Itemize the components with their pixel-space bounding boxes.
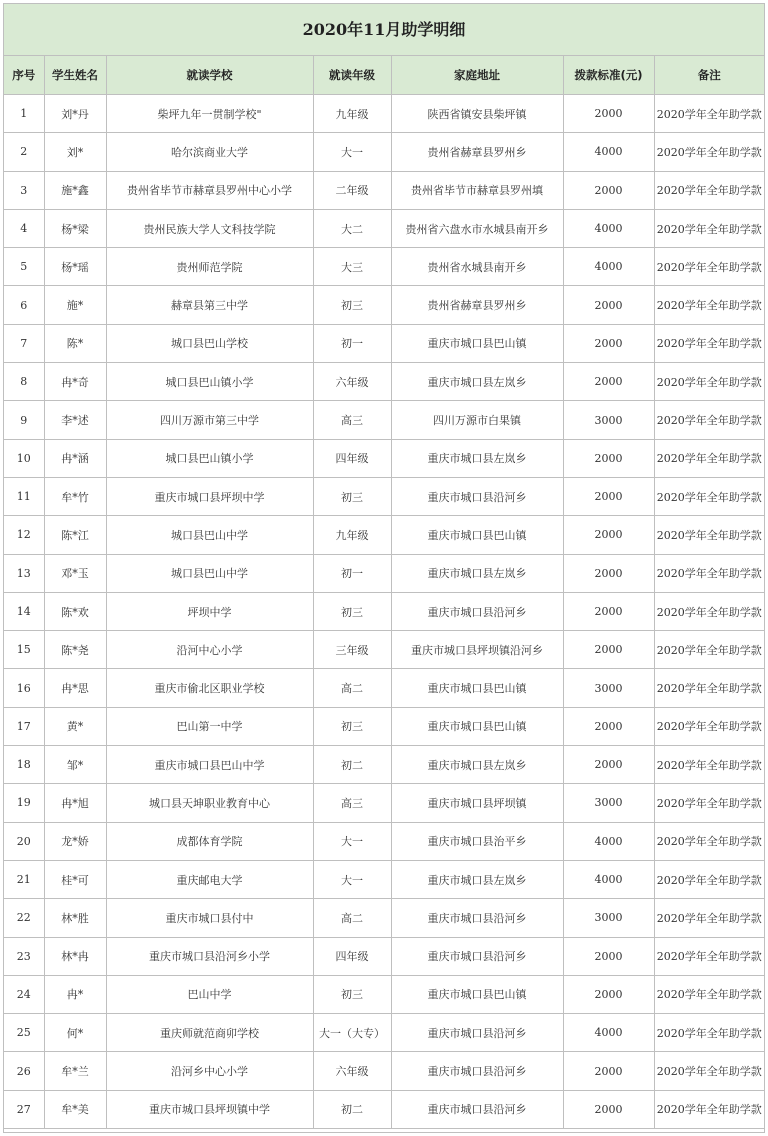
cell-amount: 2000 (563, 363, 654, 401)
table-row (4, 707, 764, 745)
cell-index: 21 (4, 860, 44, 898)
cell-grade: 大二 (313, 209, 391, 247)
cell-grade: 大一 (313, 822, 391, 860)
cell-index: 27 (4, 1090, 44, 1128)
cell-student-name: 冉*涵 (44, 439, 106, 477)
cell-amount: 3000 (563, 669, 654, 707)
table-row (4, 860, 764, 898)
cell-grade: 高二 (313, 899, 391, 937)
table-row (4, 209, 764, 247)
cell-index: 5 (4, 248, 44, 286)
cell-student-name: 龙*娇 (44, 822, 106, 860)
cell-student-name: 陈* (44, 324, 106, 362)
cell-amount: 3000 (563, 401, 654, 439)
cell-student-name: 牟*兰 (44, 1052, 106, 1090)
cell-school: 重庆市偷北区职业学校 (106, 669, 313, 707)
cell-student-name: 刘* (44, 133, 106, 171)
cell-remarks: 2020学年全年助学款 (654, 286, 764, 324)
cell-grade: 四年级 (313, 439, 391, 477)
cell-remarks: 2020学年全年助学款 (654, 669, 764, 707)
cell-grade: 六年级 (313, 363, 391, 401)
cell-home-address: 贵州省水城县南开乡 (391, 248, 563, 286)
cell-home-address: 四川万源市白果镇 (391, 401, 563, 439)
cell-remarks: 2020学年全年助学款 (654, 822, 764, 860)
cell-index: 18 (4, 746, 44, 784)
cell-student-name: 陈*欢 (44, 592, 106, 630)
table-row (4, 1014, 764, 1052)
cell-student-name: 邓*玉 (44, 554, 106, 592)
cell-index: 17 (4, 707, 44, 745)
cell-student-name: 冉*旭 (44, 784, 106, 822)
cell-home-address: 重庆市城口县治平乡 (391, 822, 563, 860)
table-header-row (4, 56, 764, 95)
cell-amount: 2000 (563, 439, 654, 477)
cell-amount: 2000 (563, 286, 654, 324)
cell-index: 1 (4, 95, 44, 133)
cell-amount: 2000 (563, 937, 654, 975)
cell-home-address: 重庆市城口县沿河乡 (391, 1090, 563, 1128)
cell-student-name: 施*鑫 (44, 171, 106, 209)
table-row (4, 324, 764, 362)
cell-school: 城口县巴山中学 (106, 554, 313, 592)
cell-index: 10 (4, 439, 44, 477)
cell-grade: 九年级 (313, 516, 391, 554)
cell-amount: 2000 (563, 477, 654, 515)
table-row (4, 937, 764, 975)
cell-home-address: 重庆市城口县左岚乡 (391, 439, 563, 477)
cell-remarks: 2020学年全年助学款 (654, 860, 764, 898)
cell-grade: 初三 (313, 286, 391, 324)
cell-amount: 3000 (563, 784, 654, 822)
cell-home-address: 重庆市城口县巴山镇 (391, 669, 563, 707)
cell-index: 15 (4, 631, 44, 669)
cell-student-name: 牟*竹 (44, 477, 106, 515)
cell-grade: 初三 (313, 477, 391, 515)
cell-school: 柴坪九年一贯制学校" (106, 95, 313, 133)
cell-grade: 二年级 (313, 171, 391, 209)
cell-amount: 2000 (563, 707, 654, 745)
cell-index: 4 (4, 209, 44, 247)
cell-grade: 六年级 (313, 1052, 391, 1090)
cell-grade: 初二 (313, 746, 391, 784)
cell-home-address: 陕西省镇安县柴坪镇 (391, 95, 563, 133)
cell-school: 四川万源市第三中学 (106, 401, 313, 439)
cell-amount: 2000 (563, 171, 654, 209)
column-header-amount: 拨款标准(元) (563, 56, 654, 95)
cell-home-address: 重庆市城口县巴山镇 (391, 707, 563, 745)
cell-grade: 初一 (313, 554, 391, 592)
table-row (4, 286, 764, 324)
cell-home-address: 贵州省赫章县罗州乡 (391, 286, 563, 324)
cell-remarks: 2020学年全年助学款 (654, 516, 764, 554)
aid-details-table (4, 56, 764, 1129)
column-header-home-address: 家庭地址 (391, 56, 563, 95)
cell-grade: 大一（大专） (313, 1014, 391, 1052)
cell-school: 沿河中心小学 (106, 631, 313, 669)
cell-grade: 初三 (313, 592, 391, 630)
cell-remarks: 2020学年全年助学款 (654, 171, 764, 209)
cell-school: 重庆师就范商卯学校 (106, 1014, 313, 1052)
cell-student-name: 邹* (44, 746, 106, 784)
cell-index: 6 (4, 286, 44, 324)
cell-remarks: 2020学年全年助学款 (654, 554, 764, 592)
cell-home-address: 重庆市城口县沿河乡 (391, 477, 563, 515)
cell-remarks: 2020学年全年助学款 (654, 401, 764, 439)
cell-remarks: 2020学年全年助学款 (654, 631, 764, 669)
cell-index: 13 (4, 554, 44, 592)
cell-amount: 4000 (563, 860, 654, 898)
cell-index: 23 (4, 937, 44, 975)
cell-index: 11 (4, 477, 44, 515)
cell-school: 贵州省毕节市赫章县罗州中心小学 (106, 171, 313, 209)
cell-remarks: 2020学年全年助学款 (654, 937, 764, 975)
cell-grade: 高三 (313, 784, 391, 822)
cell-home-address: 贵州省六盘水市水城县南开乡 (391, 209, 563, 247)
cell-school: 重庆市城口县坪坝镇中学 (106, 1090, 313, 1128)
cell-amount: 4000 (563, 133, 654, 171)
cell-index: 12 (4, 516, 44, 554)
cell-home-address: 贵州省赫章县罗州乡 (391, 133, 563, 171)
cell-grade: 初二 (313, 1090, 391, 1128)
cell-remarks: 2020学年全年助学款 (654, 324, 764, 362)
cell-index: 7 (4, 324, 44, 362)
cell-remarks: 2020学年全年助学款 (654, 1052, 764, 1090)
cell-home-address: 重庆市城口县沿河乡 (391, 1014, 563, 1052)
table-row (4, 784, 764, 822)
cell-index: 20 (4, 822, 44, 860)
table-row (4, 171, 764, 209)
cell-remarks: 2020学年全年助学款 (654, 439, 764, 477)
cell-amount: 3000 (563, 899, 654, 937)
cell-home-address: 重庆市城口县沿河乡 (391, 899, 563, 937)
cell-amount: 2000 (563, 631, 654, 669)
table-row (4, 631, 764, 669)
cell-school: 重庆市城口县付中 (106, 899, 313, 937)
cell-home-address: 重庆市城口县坪坝镇 (391, 784, 563, 822)
table-row (4, 248, 764, 286)
cell-home-address: 重庆市城口县左岚乡 (391, 554, 563, 592)
cell-school: 城口县巴山学校 (106, 324, 313, 362)
cell-index: 3 (4, 171, 44, 209)
column-header-school: 就读学校 (106, 56, 313, 95)
cell-home-address: 贵州省毕节市赫章县罗州填 (391, 171, 563, 209)
cell-index: 22 (4, 899, 44, 937)
cell-school: 哈尔滨商业大学 (106, 133, 313, 171)
cell-remarks: 2020学年全年助学款 (654, 477, 764, 515)
cell-remarks: 2020学年全年助学款 (654, 209, 764, 247)
cell-school: 巴山中学 (106, 975, 313, 1013)
cell-amount: 2000 (563, 975, 654, 1013)
table-body (4, 95, 764, 1129)
cell-student-name: 何* (44, 1014, 106, 1052)
cell-home-address: 重庆市城口县巴山镇 (391, 975, 563, 1013)
table-row (4, 133, 764, 171)
cell-grade: 大三 (313, 248, 391, 286)
cell-home-address: 重庆市城口县左岚乡 (391, 746, 563, 784)
cell-grade: 四年级 (313, 937, 391, 975)
cell-home-address: 重庆市城口县巴山镇 (391, 324, 563, 362)
cell-grade: 初三 (313, 707, 391, 745)
cell-student-name: 陈*江 (44, 516, 106, 554)
cell-student-name: 刘*丹 (44, 95, 106, 133)
cell-school: 巴山第一中学 (106, 707, 313, 745)
cell-index: 19 (4, 784, 44, 822)
cell-remarks: 2020学年全年助学款 (654, 975, 764, 1013)
cell-grade: 大一 (313, 133, 391, 171)
cell-home-address: 重庆市城口县沿河乡 (391, 592, 563, 630)
cell-school: 贵州民族大学人文科技学院 (106, 209, 313, 247)
cell-student-name: 桂*可 (44, 860, 106, 898)
cell-amount: 2000 (563, 95, 654, 133)
cell-remarks: 2020学年全年助学款 (654, 707, 764, 745)
cell-amount: 4000 (563, 209, 654, 247)
cell-remarks: 2020学年全年助学款 (654, 1014, 764, 1052)
cell-index: 24 (4, 975, 44, 1013)
column-header-student-name: 学生姓名 (44, 56, 106, 95)
column-header-remarks: 备注 (654, 56, 764, 95)
cell-home-address: 重庆市城口县沿河乡 (391, 1052, 563, 1090)
column-header-grade: 就读年级 (313, 56, 391, 95)
cell-student-name: 施* (44, 286, 106, 324)
cell-remarks: 2020学年全年助学款 (654, 899, 764, 937)
cell-amount: 4000 (563, 248, 654, 286)
cell-grade: 高二 (313, 669, 391, 707)
cell-amount: 2000 (563, 554, 654, 592)
cell-school: 重庆市城口县坪坝中学 (106, 477, 313, 515)
cell-student-name: 牟*美 (44, 1090, 106, 1128)
table-row (4, 554, 764, 592)
cell-student-name: 李*述 (44, 401, 106, 439)
cell-amount: 2000 (563, 1052, 654, 1090)
cell-home-address: 重庆市城口县左岚乡 (391, 860, 563, 898)
cell-remarks: 2020学年全年助学款 (654, 133, 764, 171)
cell-index: 14 (4, 592, 44, 630)
cell-school: 重庆市城口县巴山中学 (106, 746, 313, 784)
cell-school: 贵州师范学院 (106, 248, 313, 286)
table-row (4, 363, 764, 401)
aid-table-sheet (3, 3, 765, 1133)
cell-amount: 2000 (563, 324, 654, 362)
cell-student-name: 冉* (44, 975, 106, 1013)
cell-amount: 2000 (563, 746, 654, 784)
cell-student-name: 杨*梁 (44, 209, 106, 247)
cell-remarks: 2020学年全年助学款 (654, 592, 764, 630)
table-row (4, 1052, 764, 1090)
cell-amount: 2000 (563, 1090, 654, 1128)
table-row (4, 669, 764, 707)
cell-school: 重庆市城口县沿河乡小学 (106, 937, 313, 975)
cell-home-address: 重庆市城口县左岚乡 (391, 363, 563, 401)
cell-index: 25 (4, 1014, 44, 1052)
table-row (4, 822, 764, 860)
cell-index: 26 (4, 1052, 44, 1090)
cell-school: 赫章县第三中学 (106, 286, 313, 324)
cell-index: 8 (4, 363, 44, 401)
cell-remarks: 2020学年全年助学款 (654, 1090, 764, 1128)
cell-home-address: 重庆市城口县巴山镇 (391, 516, 563, 554)
table-row (4, 477, 764, 515)
cell-grade: 九年级 (313, 95, 391, 133)
cell-student-name: 冉*奇 (44, 363, 106, 401)
table-row (4, 439, 764, 477)
cell-home-address: 重庆市城口县沿河乡 (391, 937, 563, 975)
cell-grade: 高三 (313, 401, 391, 439)
cell-school: 城口县天坤职业教育中心 (106, 784, 313, 822)
table-row (4, 746, 764, 784)
cell-grade: 初一 (313, 324, 391, 362)
cell-grade: 三年级 (313, 631, 391, 669)
table-row (4, 975, 764, 1013)
cell-school: 成都体育学院 (106, 822, 313, 860)
table-row (4, 401, 764, 439)
cell-school: 城口县巴山镇小学 (106, 363, 313, 401)
cell-home-address: 重庆市城口县坪坝镇沿河乡 (391, 631, 563, 669)
cell-student-name: 冉*思 (44, 669, 106, 707)
cell-remarks: 2020学年全年助学款 (654, 746, 764, 784)
cell-index: 2 (4, 133, 44, 171)
cell-student-name: 林*冉 (44, 937, 106, 975)
cell-index: 16 (4, 669, 44, 707)
cell-school: 城口县巴山中学 (106, 516, 313, 554)
cell-student-name: 陈*尧 (44, 631, 106, 669)
cell-remarks: 2020学年全年助学款 (654, 248, 764, 286)
table-row (4, 1090, 764, 1128)
cell-amount: 4000 (563, 822, 654, 860)
table-row (4, 516, 764, 554)
page-title: 2020年11月助学明细 (4, 4, 764, 56)
cell-student-name: 杨*瑶 (44, 248, 106, 286)
cell-school: 沿河乡中心小学 (106, 1052, 313, 1090)
cell-grade: 初三 (313, 975, 391, 1013)
cell-grade: 大一 (313, 860, 391, 898)
cell-amount: 2000 (563, 592, 654, 630)
cell-school: 重庆邮电大学 (106, 860, 313, 898)
cell-student-name: 林*胜 (44, 899, 106, 937)
cell-school: 坪坝中学 (106, 592, 313, 630)
table-row (4, 95, 764, 133)
cell-amount: 2000 (563, 516, 654, 554)
table-row (4, 899, 764, 937)
cell-remarks: 2020学年全年助学款 (654, 95, 764, 133)
cell-school: 城口县巴山镇小学 (106, 439, 313, 477)
table-row (4, 592, 764, 630)
cell-index: 9 (4, 401, 44, 439)
cell-remarks: 2020学年全年助学款 (654, 363, 764, 401)
column-header-index: 序号 (4, 56, 44, 95)
cell-remarks: 2020学年全年助学款 (654, 784, 764, 822)
cell-amount: 4000 (563, 1014, 654, 1052)
cell-student-name: 黄* (44, 707, 106, 745)
